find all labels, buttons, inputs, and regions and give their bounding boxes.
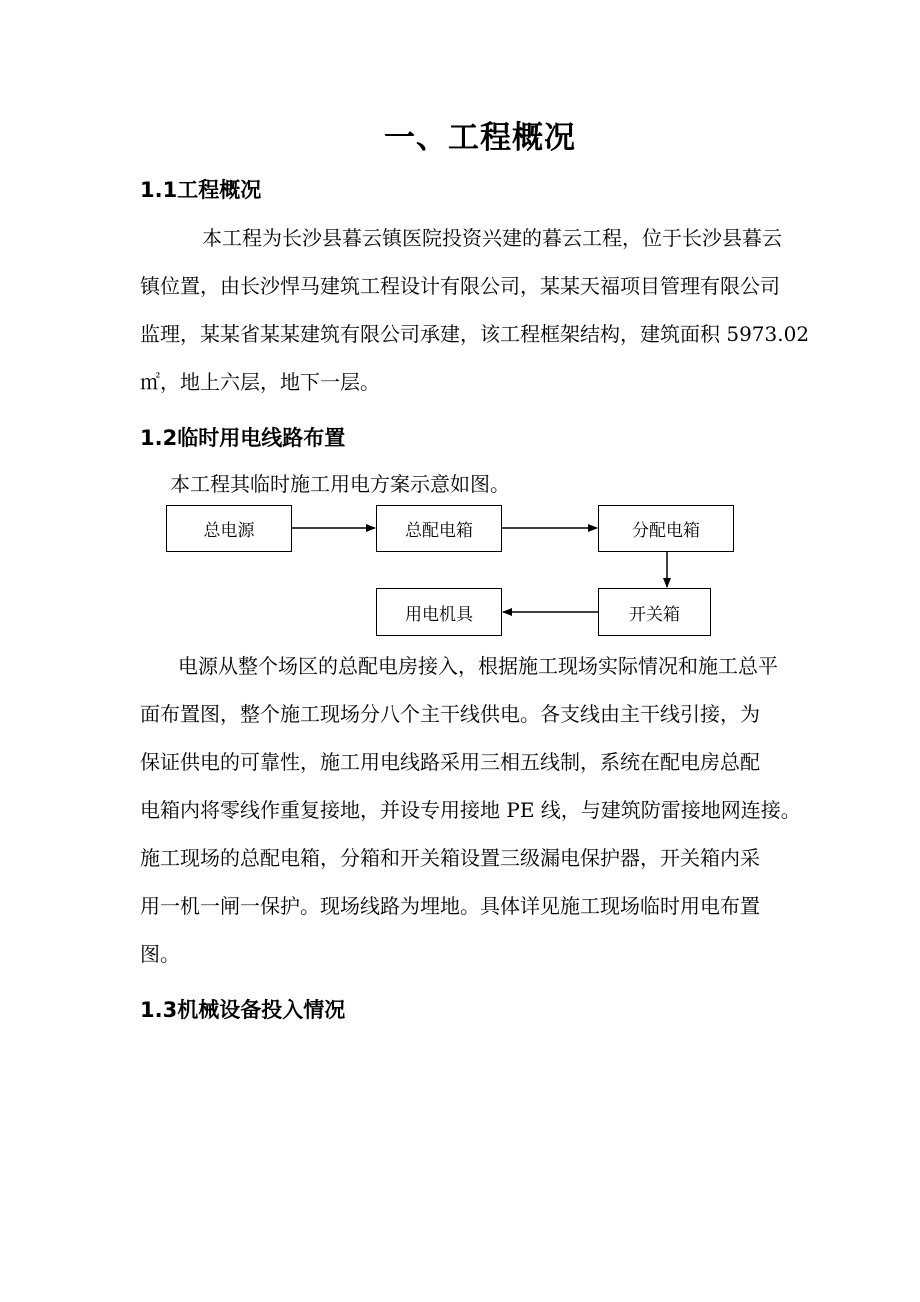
paragraph-line: 电源从整个场区的总配电房接入，根据施工现场实际情况和施工总平 [178, 654, 778, 678]
paragraph-line: 电箱内将零线作重复接地，并设专用接地 PE 线，与建筑防雷接地网连接。 [140, 798, 801, 822]
paragraph-line: 施工现场的总配电箱，分箱和开关箱设置三级漏电保护器，开关箱内采 [140, 846, 760, 870]
paragraph-line: ㎡，地上六层，地下一层。 [140, 370, 380, 394]
node-switch-box: 开关箱 [598, 588, 711, 636]
paragraph-line: 面布置图，整个施工现场分八个主干线供电。各支线由主干线引接，为 [140, 702, 760, 726]
paragraph-line: 本工程为长沙县暮云镇医院投资兴建的暮云工程，位于长沙县暮云 [202, 226, 782, 250]
node-main-power: 总电源 [166, 505, 292, 552]
diagram-intro-text: 本工程其临时施工用电方案示意如图。 [170, 472, 510, 496]
node-sub-distribution-box: 分配电箱 [598, 505, 734, 552]
section-heading-1-2: 1.2临时用电线路布置 [140, 426, 346, 450]
page-title: 一、工程概况 [384, 120, 576, 156]
paragraph-line: 图。 [140, 942, 180, 966]
paragraph-line: 保证供电的可靠性，施工用电线路采用三相五线制，系统在配电房总配 [140, 750, 760, 774]
section-1-2-paragraph [140, 642, 820, 978]
section-heading-1-1: 1.1工程概况 [140, 178, 262, 202]
node-main-distribution-box: 总配电箱 [376, 505, 502, 552]
paragraph-line: 监理，某某省某某建筑有限公司承建，该工程框架结构，建筑面积 5973.02 [140, 322, 810, 346]
node-equipment: 用电机具 [376, 588, 502, 636]
paragraph-line: 用一机一闸一保护。现场线路为埋地。具体详见施工现场临时用电布置 [140, 894, 760, 918]
section-heading-1-3: 1.3机械设备投入情况 [140, 998, 346, 1022]
paragraph-line: 镇位置，由长沙悍马建筑工程设计有限公司，某某天福项目管理有限公司 [140, 274, 780, 298]
